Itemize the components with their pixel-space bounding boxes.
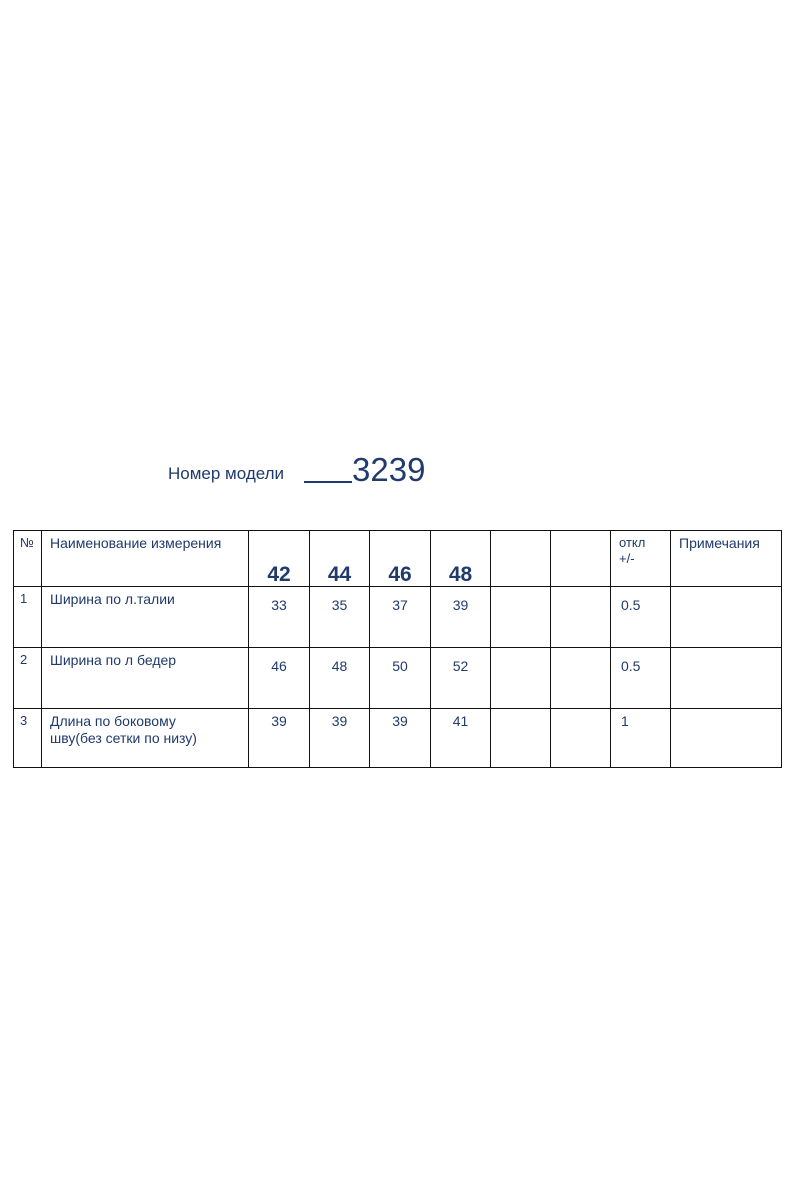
- row-value: 50: [370, 648, 431, 709]
- row-number: 3: [14, 709, 42, 768]
- row-tolerance: 1: [611, 709, 671, 768]
- row-tolerance: 0.5: [611, 587, 671, 648]
- row-number: 1: [14, 587, 42, 648]
- row-value-empty: [551, 648, 611, 709]
- row-measure-name: [42, 709, 249, 768]
- measurement-table: [13, 530, 782, 768]
- header-tolerance: [611, 531, 671, 587]
- row-number: 2: [14, 648, 42, 709]
- row-measure-name-line2: шву(без сетки по низу): [50, 730, 197, 746]
- header-size-empty: [491, 531, 551, 587]
- row-measure-name: Ширина по л бедер: [42, 648, 249, 709]
- row-value: 39: [310, 709, 370, 768]
- row-value-empty: [551, 709, 611, 768]
- row-value: 48: [310, 648, 370, 709]
- row-value-empty: [491, 709, 551, 768]
- row-value: 37: [370, 587, 431, 648]
- row-value: 41: [431, 709, 491, 768]
- table-row: [14, 709, 782, 768]
- model-number-underline: [304, 481, 352, 483]
- row-value-empty: [491, 587, 551, 648]
- row-value: 35: [310, 587, 370, 648]
- model-number-line: [168, 448, 425, 488]
- header-tolerance-line1: откл: [619, 535, 646, 550]
- header-size: 48: [431, 531, 491, 587]
- header-size: 44: [310, 531, 370, 587]
- table-header-row: [14, 531, 782, 587]
- header-measure-name: Наименование измерения: [42, 531, 249, 587]
- row-tolerance: 0.5: [611, 648, 671, 709]
- row-value: 39: [370, 709, 431, 768]
- row-note: [671, 709, 782, 768]
- header-size-empty: [551, 531, 611, 587]
- row-value-empty: [551, 587, 611, 648]
- row-measure-name-line1: Длина по боковому: [50, 713, 176, 729]
- row-value: 46: [249, 648, 310, 709]
- header-size: 46: [370, 531, 431, 587]
- row-value-empty: [491, 648, 551, 709]
- row-note: [671, 587, 782, 648]
- header-notes: Примечания: [671, 531, 782, 587]
- row-value: 52: [431, 648, 491, 709]
- row-note: [671, 648, 782, 709]
- header-tolerance-line2: +/-: [619, 551, 635, 566]
- row-value: 39: [431, 587, 491, 648]
- row-value: 33: [249, 587, 310, 648]
- row-measure-name: Ширина по л.талии: [42, 587, 249, 648]
- header-size: 42: [249, 531, 310, 587]
- model-number-label: Номер модели: [168, 464, 285, 483]
- row-value: 39: [249, 709, 310, 768]
- table-row: [14, 648, 782, 709]
- table-row: [14, 587, 782, 648]
- header-number: №: [14, 531, 42, 587]
- model-number-value: 3239: [352, 451, 426, 488]
